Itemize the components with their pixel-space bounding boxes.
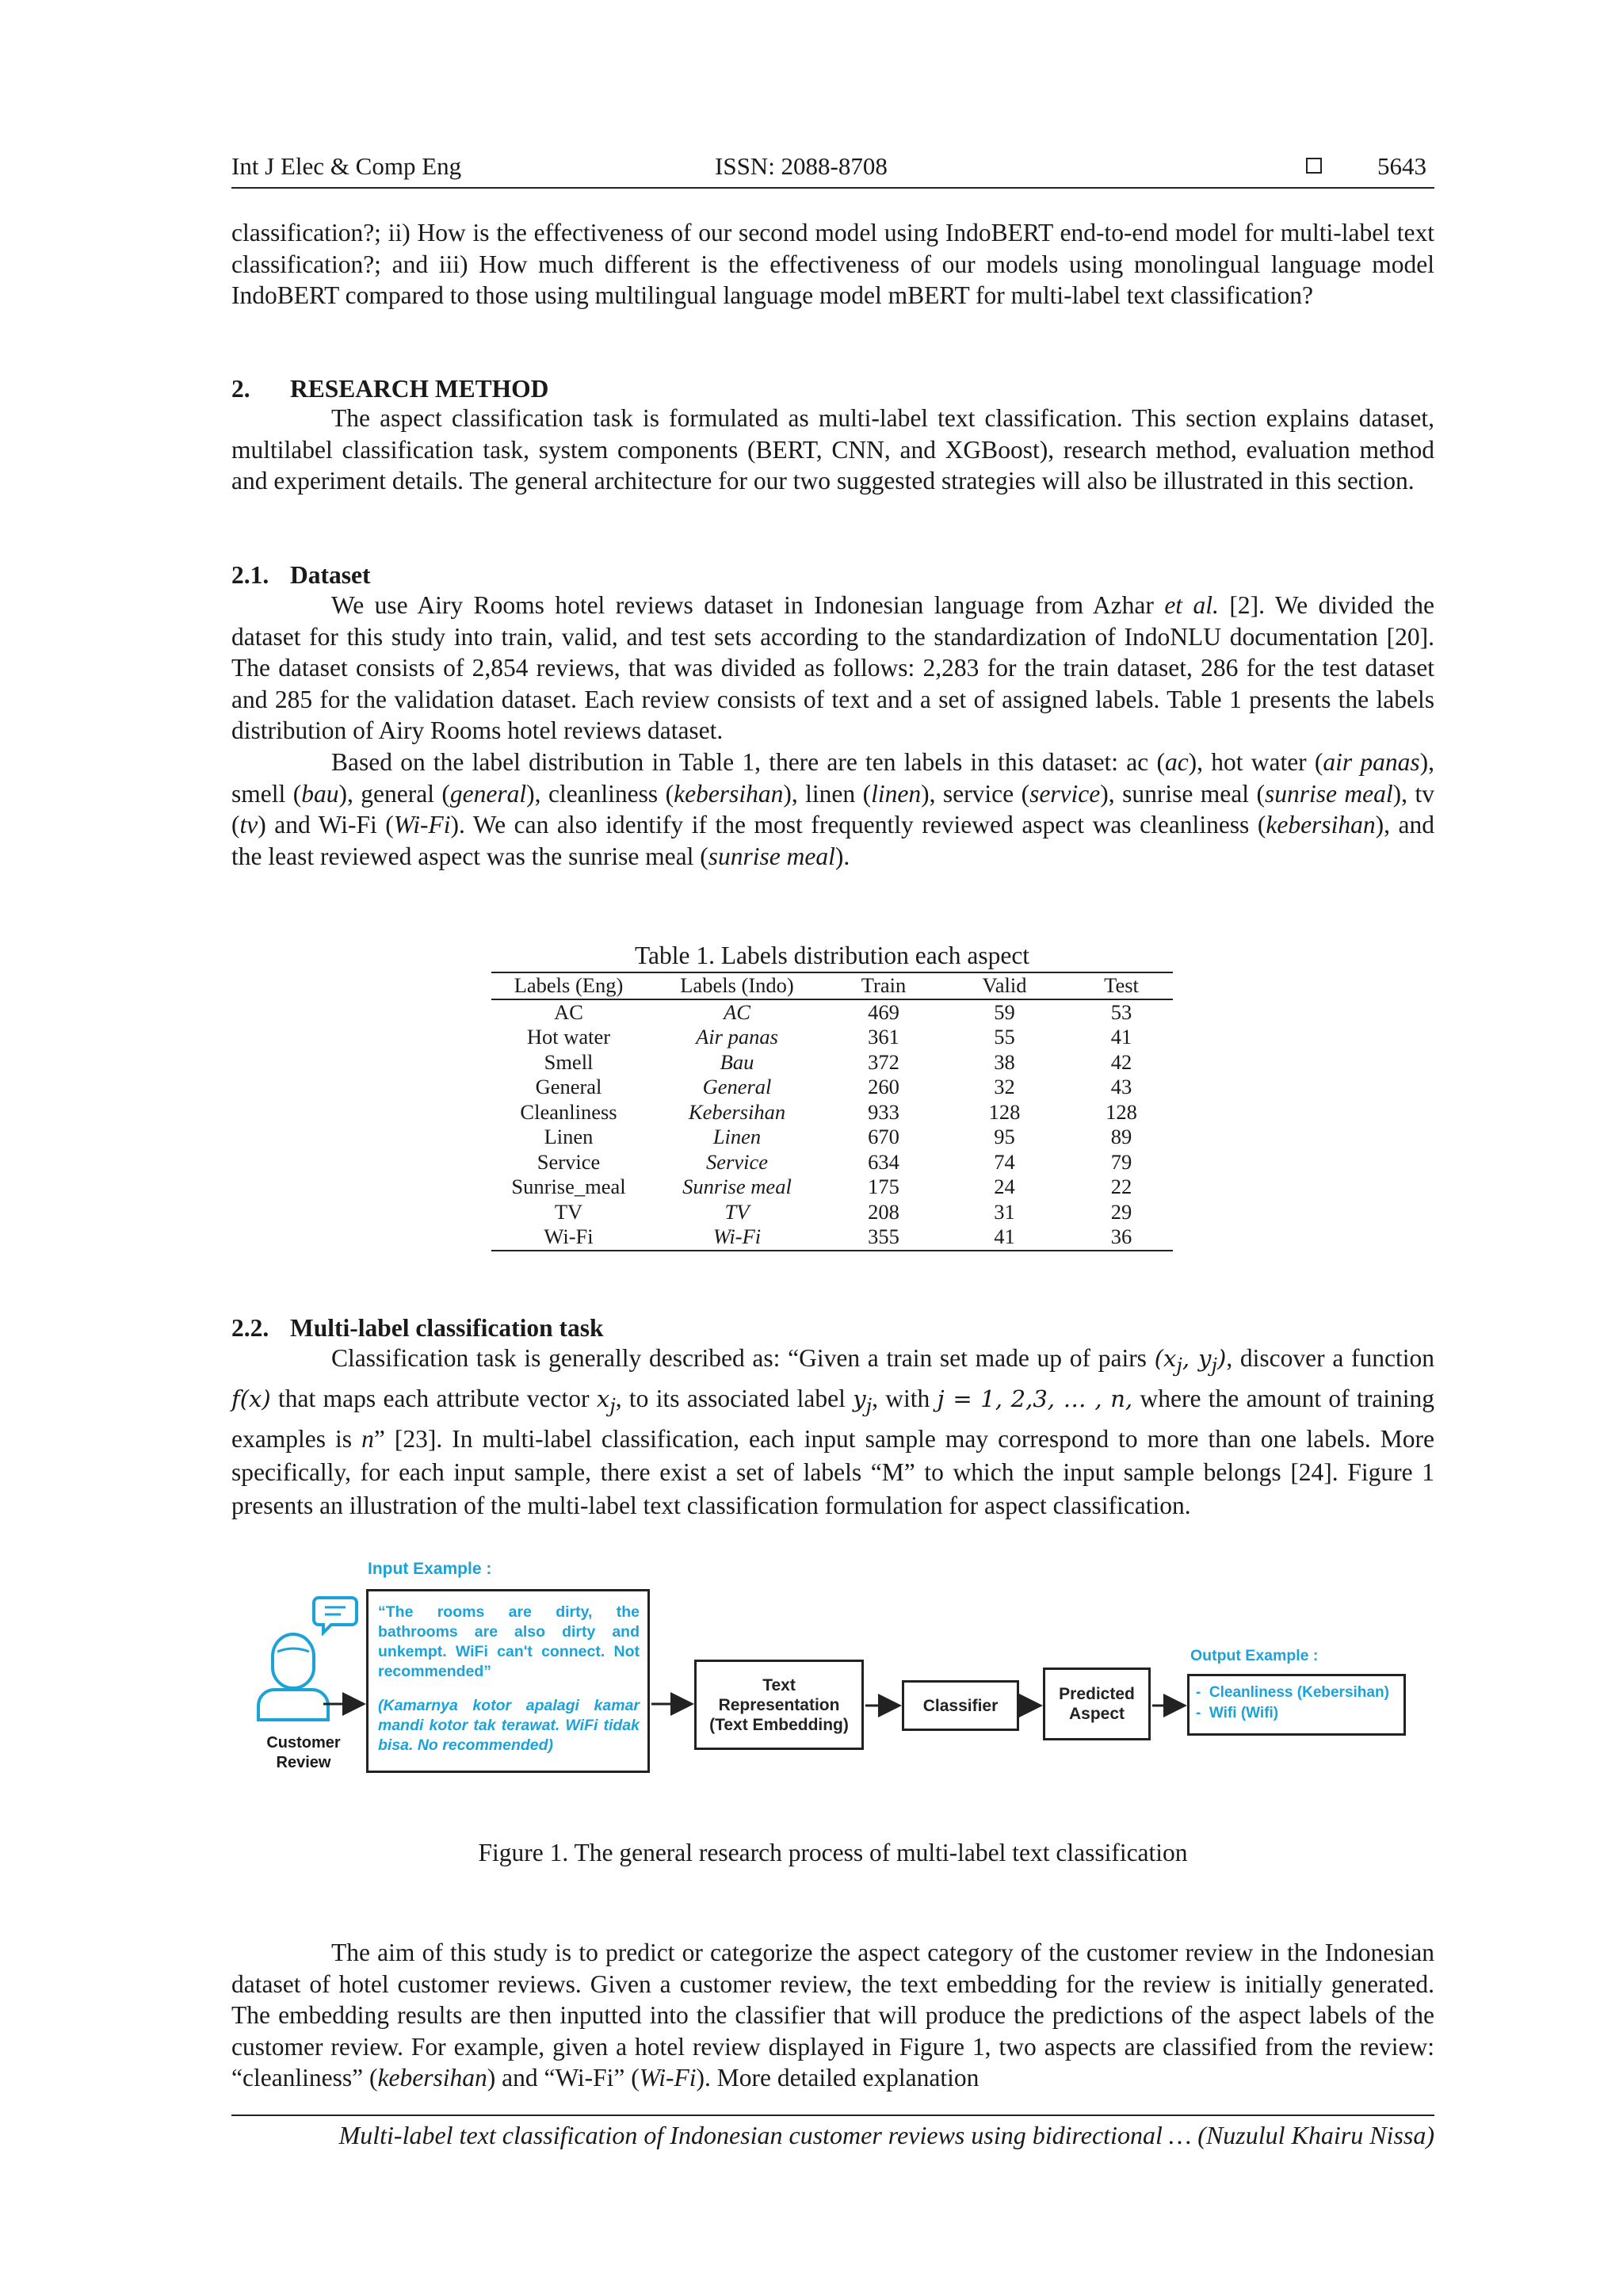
running-header-issn: ISSN: 2088-8708 — [715, 152, 888, 180]
figure-1-caption: Figure 1. The general research process of multi-label text classification — [478, 1839, 1188, 1866]
table-cell: 36 — [1070, 1224, 1173, 1251]
intro-paragraph: classification?; ii) How is the effectiveness of our second model using IndoBERT end-to-end model for multi-label text classification?; and iii) How much different is the effectiveness of our models using monolingual language model IndoBERT compared to those using multilingual language model mBERT for multi-label text classification? — [231, 219, 1434, 309]
table-cell: 175 — [868, 1175, 899, 1198]
output-example-box — [1187, 1674, 1406, 1736]
table-cell: Air panas — [696, 1025, 778, 1049]
table-row — [491, 1100, 1173, 1125]
table-cell: 32 — [994, 1075, 1015, 1098]
review-english: “The rooms are dirty, the bathrooms are also dirty and unkempt. WiFi can't connect. Not recommended” — [378, 1603, 640, 1680]
table-cell: 128 — [1106, 1099, 1137, 1124]
table-cell: Bau — [720, 1049, 754, 1074]
classification-paragraph: Classification task is generally described as: “Given a train set made up of pairs ($x_j$, $y_j$), discover a function f(x) that maps each attribute vector $x_j$, to its associated label $y_j$, with j = 1, 2,3, … , n, where the amount of training examples is n” [23]. In multi-label classification, each input sample may correspond to more than one labels. More specifically, for each input sample, there exist a set of labels “M” to which the input sample belongs [24]. Figure 1 presents an illustration of the multi-label text classification formulation for aspect classification. — [231, 1344, 1435, 1519]
table-cell: 41 — [1110, 1025, 1132, 1049]
math-x: $x_j$ — [596, 1385, 616, 1417]
section-2-title: RESEARCH METHOD — [290, 375, 549, 403]
table-header-row — [491, 972, 1173, 999]
table-cell: 469 — [868, 999, 899, 1024]
table-cell: 355 — [828, 1224, 939, 1251]
square-bullet-icon — [1306, 158, 1322, 174]
classifier-box: Classifier — [902, 1680, 1019, 1731]
labels-distribution-table — [491, 972, 1173, 1251]
table-cell: 634 — [868, 1149, 899, 1174]
table-row — [491, 1125, 1173, 1150]
section-2-1-number: 2.1. — [231, 561, 269, 589]
table-cell: 933 — [868, 1099, 899, 1124]
table-cell: 43 — [1110, 1075, 1132, 1098]
section-2-1-title: Dataset — [290, 561, 371, 589]
table-row — [491, 1050, 1173, 1075]
table-cell: 372 — [868, 1049, 899, 1074]
table-cell: 95 — [994, 1125, 1015, 1148]
table-cell: 41 — [939, 1224, 1070, 1251]
table-cell: 260 — [868, 1075, 899, 1098]
table-cell: Sunrise meal — [682, 1175, 792, 1198]
dataset-paragraph-2: Based on the label distribution in Table 1, there are ten labels in this dataset: ac (ac), hot water (air panas), smell (bau), general (general), cleanliness (kebersihan), linen (linen), service (service), sunrise meal (sunrise meal), tv (tv) and Wi-Fi (Wi-Fi). We can also identify if the most frequently reviewed aspect was cleanliness (kebersihan), and the least reviewed aspect was the sunrise meal (sunrise meal). — [231, 748, 1434, 870]
customer-icon — [254, 1593, 372, 1736]
table-row — [491, 1150, 1173, 1175]
table-row — [491, 1075, 1173, 1100]
header-rule — [231, 187, 1434, 189]
section-2-paragraph: The aspect classification task is formulated as multi-label text classification. This section explains dataset, multilabel classification task, system components (BERT, CNN, and XGBoost), research method, evaluation method and experiment details. The general architecture for our two suggested strategies will also be illustrated in this section. — [231, 404, 1434, 495]
math-function: f(x) — [231, 1385, 271, 1412]
table-row — [491, 1200, 1173, 1225]
table-cell: 670 — [868, 1125, 899, 1148]
table-cell: Sunrise_meal — [511, 1175, 626, 1198]
table-cell: 128 — [988, 1099, 1021, 1124]
table-cell: AC — [554, 999, 583, 1024]
table-cell: 22 — [1110, 1175, 1132, 1198]
table-1-caption: Table 1. Labels distribution each aspect — [634, 942, 1030, 969]
figure-output-label: Output Example : — [1190, 1647, 1319, 1664]
table-cell: 24 — [994, 1175, 1015, 1198]
table-cell: 74 — [994, 1149, 1015, 1174]
output-item: - Cleanliness (Kebersihan) — [1196, 1684, 1389, 1701]
table-cell: 59 — [994, 999, 1015, 1024]
table-cell: TV — [554, 1199, 583, 1224]
footer-rule — [231, 2115, 1434, 2116]
table-cell: General — [702, 1075, 772, 1098]
table-cell: Hot water — [526, 1025, 611, 1049]
table-cell: Wi-Fi — [491, 1224, 646, 1251]
section-2-number: 2. — [231, 375, 250, 403]
table-cell: Service — [537, 1149, 601, 1174]
table-cell: 55 — [994, 1025, 1015, 1049]
math-pair: ($x_j$, $y_j$) — [1154, 1345, 1227, 1377]
section-2-2-title: Multi-label classification task — [290, 1314, 604, 1342]
closing-paragraph: The aim of this study is to predict or categorize the aspect category of the customer review in the Indonesian dataset of hotel customer reviews. Given a customer review, the text embedding for the review is initially generated. The embedding results are then inputted into the classifier that will produce the predictions of the aspect labels of the customer review. For example, given a hotel review displayed in Figure 1, two aspects are classified from the review: “cleanliness” (kebersihan) and “Wi-Fi” (Wi-Fi). More detailed explanation — [231, 1939, 1434, 2092]
section-2-2-number: 2.2. — [231, 1314, 269, 1342]
input-example-box — [366, 1589, 650, 1773]
table-cell: 42 — [1110, 1049, 1132, 1074]
predicted-aspect-box: Predicted Aspect — [1043, 1668, 1151, 1740]
running-header-journal: Int J Elec & Comp Eng — [231, 152, 462, 180]
table-cell: TV — [724, 1199, 750, 1224]
table-row — [491, 999, 1173, 1026]
table-cell: 38 — [994, 1049, 1015, 1074]
column-header: Test — [1070, 972, 1173, 999]
column-header: Train — [828, 972, 939, 999]
column-header: Labels (Eng) — [491, 972, 646, 999]
table-cell: 29 — [1110, 1199, 1132, 1224]
table-cell: Linen — [712, 1125, 762, 1148]
table-row — [491, 1175, 1173, 1200]
table-cell: Linen — [544, 1125, 594, 1148]
column-header: Labels (Indo) — [646, 972, 828, 999]
table-row — [491, 1224, 1173, 1251]
table-cell: AC — [724, 999, 750, 1024]
math-range: j = 1, 2,3, … , n, — [937, 1385, 1133, 1412]
page-number: 5643 — [1377, 152, 1426, 180]
table-cell: 361 — [868, 1025, 899, 1049]
customer-review-label: Customer Review — [266, 1734, 341, 1771]
math-y: $y_j$ — [853, 1385, 873, 1417]
table-cell: Kebersihan — [688, 1099, 786, 1124]
table-cell: 79 — [1110, 1149, 1132, 1174]
table-cell: Cleanliness — [520, 1099, 617, 1124]
running-footer: Multi-label text classification of Indonesian customer reviews using bidirectional … (Nuzulul Khairu Nissa) — [338, 2121, 1434, 2149]
dataset-paragraph-1: We use Airy Rooms hotel reviews dataset in Indonesian language from Azhar et al. [2]. We divided the dataset for this study into train, valid, and test sets according to the standardization of IndoNLU documentation [20]. The dataset consists of 2,854 reviews, that was divided as follows: 2,283 for the train dataset, 286 for the test dataset and 285 for the validation dataset. Each review consists of text and a set of assigned labels. Table 1 presents the labels distribution of Airy Rooms hotel reviews dataset. — [231, 591, 1434, 744]
table-cell: General — [535, 1075, 602, 1098]
table-cell: 208 — [868, 1199, 899, 1224]
table-row — [491, 1025, 1173, 1050]
table-cell: 53 — [1110, 999, 1132, 1024]
table-cell: 89 — [1110, 1125, 1132, 1148]
output-item: - Wifi (Wifi) — [1196, 1705, 1279, 1721]
review-indonesian: (Kamarnya kotor apalagi kamar mandi kotor tak terawat. WiFi tidak bisa. No recommended) — [378, 1697, 640, 1754]
column-header: Valid — [939, 972, 1070, 999]
table-cell: Smell — [544, 1049, 594, 1074]
table-cell: Service — [706, 1149, 768, 1174]
figure-input-label: Input Example : — [368, 1560, 492, 1578]
table-cell: Wi-Fi — [646, 1224, 828, 1251]
table-cell: 31 — [994, 1199, 1015, 1224]
text-representation-box: Text Representation (Text Embedding) — [694, 1660, 864, 1750]
